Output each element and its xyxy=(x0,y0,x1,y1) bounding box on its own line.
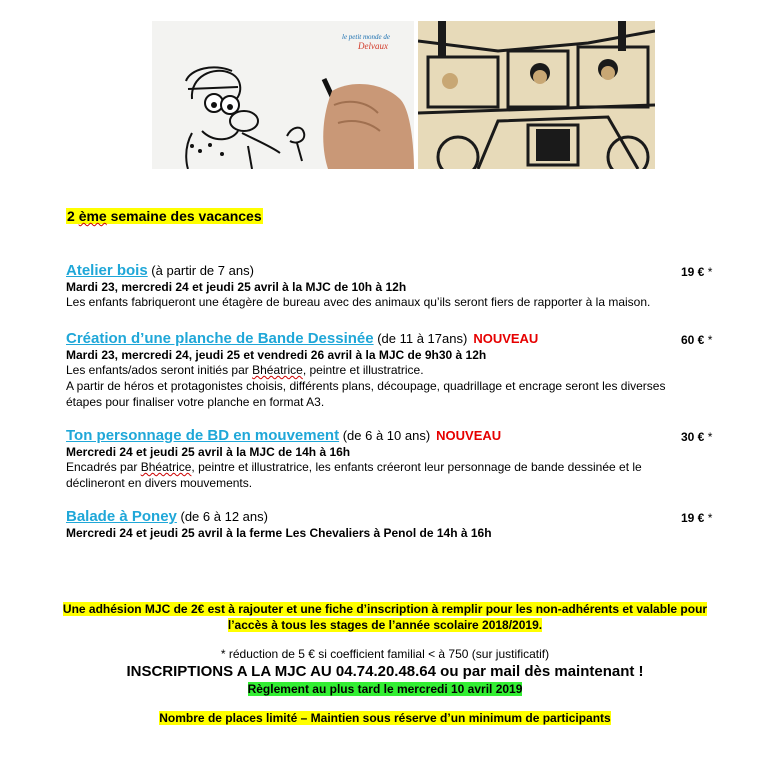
week-title-rest: semaine des vacances xyxy=(110,208,262,224)
nouveau-badge: NOUVEAU xyxy=(436,428,502,443)
activity-balade-poney xyxy=(66,508,492,540)
desc-name: Bhéatrice xyxy=(252,363,303,377)
price-star: * xyxy=(704,265,713,279)
nouveau-badge: NOUVEAU xyxy=(473,331,539,346)
activity-description: Les enfants fabriqueront une étagère de bureau avec des animaux qu’ils seront fiers de rapporter à la maison. xyxy=(66,295,651,309)
activity-description-line: étapes pour finaliser votre planche en format A3. xyxy=(66,395,325,409)
activity-price xyxy=(681,265,712,279)
price-star: * xyxy=(704,430,713,444)
activity-price xyxy=(681,511,712,525)
activity-title[interactable]: Création d’une planche de Bande Dessinée xyxy=(66,330,374,347)
inscriptions-contact: INSCRIPTIONS A LA MJC AU 04.74.20.48.64 ou par mail dès maintenant ! xyxy=(126,663,644,680)
places-limit-notice xyxy=(0,711,770,725)
reglement-deadline xyxy=(0,682,770,696)
price-value: 19 € xyxy=(681,265,705,279)
price-value: 30 € xyxy=(681,430,705,444)
desc-text: Les enfants/ados seront initiés par xyxy=(66,363,253,377)
svg-text:Delvaux: Delvaux xyxy=(358,41,388,51)
activity-age: (de 6 à 10 ans) xyxy=(339,428,431,443)
activity-dates: Mardi 23, mercredi 24, jeudi 25 et vendredi 26 avril à la MJC de 9h30 à 12h xyxy=(66,348,487,362)
activity-description-line: A partir de héros et protagonistes choisis, différents plans, découpage, quadrillage et encrage seront les diverses xyxy=(66,379,666,393)
activity-dates: Mardi 23, mercredi 24 et jeudi 25 avril à la MJC de 10h à 12h xyxy=(66,280,407,294)
price-star: * xyxy=(704,333,713,347)
desc-name: Bhéatrice xyxy=(140,460,192,474)
activity-description-line xyxy=(66,459,642,475)
desc-text: Encadrés par xyxy=(66,460,141,474)
activity-planche-bd xyxy=(66,330,665,410)
activity-age: (à partir de 7 ans) xyxy=(147,263,254,278)
activity-description-line xyxy=(66,362,665,378)
activity-dates: Mercredi 24 et jeudi 25 avril à la ferme Les Chevaliers à Penol de 14h à 16h xyxy=(66,526,492,540)
activity-dates: Mercredi 24 et jeudi 25 avril à la MJC de 14h à 16h xyxy=(66,445,351,459)
desc-text: , peintre et illustratrice. xyxy=(302,363,424,377)
adhesion-line-2: l’accès à tous les stages de l’année scolaire 2018/2019. xyxy=(227,618,543,632)
activity-age: (de 11 à 17ans) xyxy=(373,331,468,346)
activity-personnage-bd xyxy=(66,427,642,491)
activity-price xyxy=(681,333,712,347)
cartoon-drawing-photo xyxy=(152,21,414,169)
desc-text: , peintre et illustratrice, les enfants créeront leur personnage de bande dessinée et le xyxy=(191,460,642,474)
reduction-note: * réduction de 5 € si coefficient familial < à 750 (sur justificatif) xyxy=(220,647,550,661)
activity-description-line: déclineront en divers mouvements. xyxy=(66,476,253,490)
activity-title[interactable]: Ton personnage de BD en mouvement xyxy=(66,427,340,444)
reglement-text: Règlement au plus tard le mercredi 10 avril 2019 xyxy=(247,682,523,696)
week-title-suffix: ème xyxy=(78,208,107,224)
activity-atelier-bois xyxy=(66,262,650,310)
adhesion-notice xyxy=(0,601,770,633)
adhesion-line-1: Une adhésion MJC de 2€ est à rajouter et une fiche d’inscription à remplir pour les non-adhérents et valable pour xyxy=(62,602,708,616)
activity-age: (de 6 à 12 ans) xyxy=(176,509,268,524)
activity-title[interactable]: Balade à Poney xyxy=(66,508,177,525)
activity-price xyxy=(681,430,712,444)
places-text: Nombre de places limité – Maintien sous réserve d’un minimum de participants xyxy=(159,711,611,725)
price-value: 60 € xyxy=(681,333,705,347)
activity-title[interactable]: Atelier bois xyxy=(66,262,148,279)
svg-text:le petit monde de: le petit monde de xyxy=(342,33,391,41)
price-value: 19 € xyxy=(681,511,705,525)
week-title xyxy=(66,208,263,224)
comic-tram-illustration xyxy=(418,21,655,169)
price-star: * xyxy=(704,511,713,525)
week-title-prefix: 2 xyxy=(67,208,75,224)
